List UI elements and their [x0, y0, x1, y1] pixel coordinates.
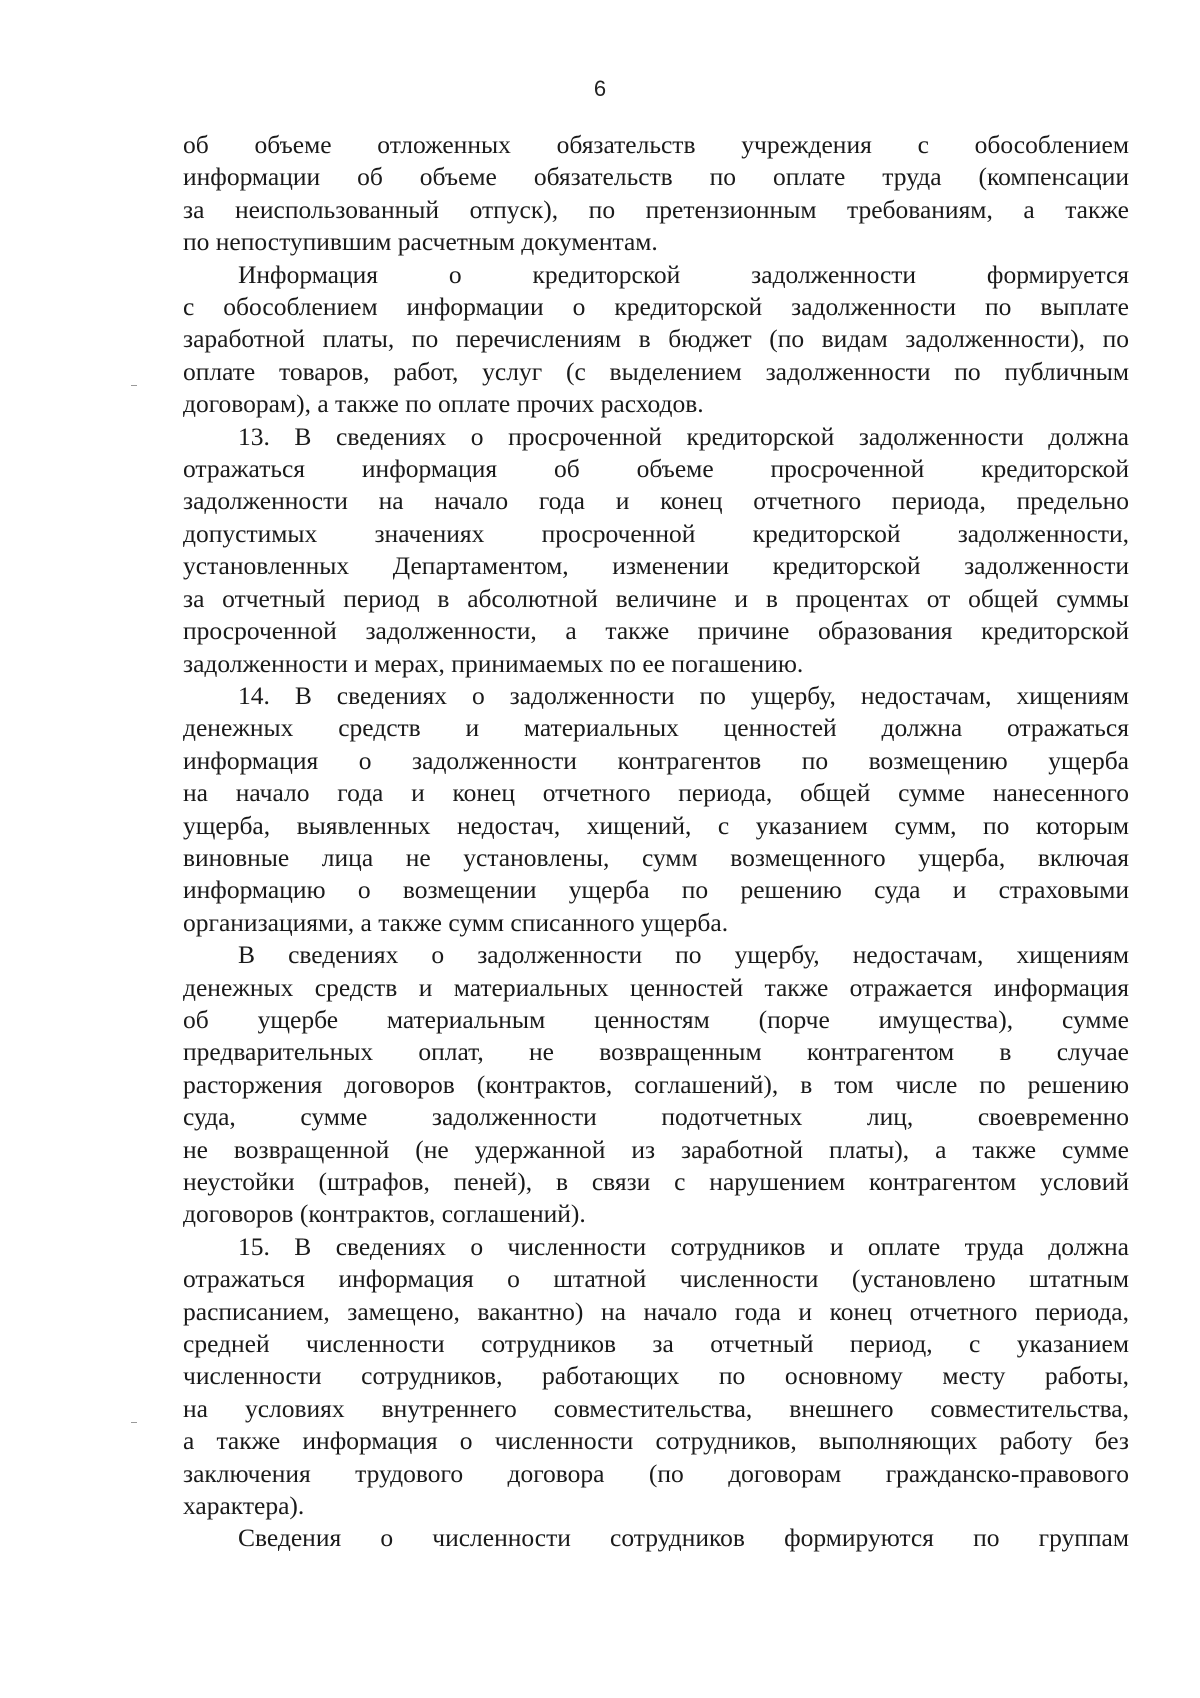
text-line: организациями, а также сумм списанного ущерба. — [183, 907, 729, 937]
text-line: информацию о возмещении ущерба по решению суда и страховыми — [183, 875, 1129, 905]
text-line: суда, сумме задолженности подотчетных лиц, своевременно — [183, 1102, 1129, 1132]
text-line: не возвращенной (не удержанной из заработной платы), а также сумме — [183, 1134, 1129, 1164]
text-line: задолженности и мерах, принимаемых по ее погашению. — [183, 648, 804, 678]
paragraph — [183, 129, 1129, 259]
paragraph-item-14 — [183, 680, 1129, 939]
paragraph-item-15 — [183, 1231, 1129, 1523]
text-line: Сведения о численности сотрудников формируются по группам — [238, 1523, 1129, 1553]
text-line: информации об объеме обязательств по оплате труда (компенсации — [183, 162, 1129, 192]
text-line: с обособлением информации о кредиторской задолженности по выплате — [183, 292, 1129, 322]
text-line: установленных Департаментом, изменении кредиторской задолженности — [183, 551, 1129, 581]
text-line: задолженности на начало года и конец отчетного периода, предельно — [183, 486, 1129, 516]
text-line: просроченной задолженности, а также причине образования кредиторской — [183, 616, 1129, 646]
scan-mark — [131, 385, 137, 386]
text-line: денежных средств и материальных ценностей должна отражаться — [183, 713, 1129, 743]
paragraph — [183, 1522, 1129, 1554]
text-line: средней численности сотрудников за отчетный период, с указанием — [183, 1329, 1129, 1359]
text-line: денежных средств и материальных ценностей также отражается информация — [183, 972, 1129, 1002]
text-line: 14. В сведениях о задолженности по ущербу, недостачам, хищениям — [238, 680, 1129, 710]
document-body — [183, 129, 1129, 1555]
text-line: об ущербе материальным ценностям (порче имущества), сумме — [183, 1004, 1129, 1034]
text-line: ущерба, выявленных недостач, хищений, с указанием сумм, по которым — [183, 810, 1129, 840]
paragraph — [183, 939, 1129, 1231]
text-line: а также информация о численности сотрудников, выполняющих работу без — [183, 1426, 1129, 1456]
paragraph-item-13 — [183, 421, 1129, 680]
text-line: характера). — [183, 1491, 305, 1521]
text-line: за неиспользованный отпуск), по претензионным требованиям, а также — [183, 194, 1129, 224]
text-line: В сведениях о задолженности по ущербу, недостачам, хищениям — [238, 940, 1129, 970]
text-line: виновные лица не установлены, сумм возмещенного ущерба, включая — [183, 842, 1129, 872]
text-line: об объеме отложенных обязательств учреждения с обособлением — [183, 130, 1129, 159]
text-line: информация о задолженности контрагентов по возмещению ущерба — [183, 745, 1129, 775]
text-line: расписанием, замещено, вакантно) на начало года и конец отчетного периода, — [183, 1296, 1129, 1326]
text-line: оплате товаров, работ, услуг (с выделением задолженности по публичным — [183, 356, 1129, 386]
text-line: Информация о кредиторской задолженности формируется — [238, 259, 1129, 289]
text-line: на начало года и конец отчетного периода, общей сумме нанесенного — [183, 778, 1129, 808]
text-line: численности сотрудников, работающих по основному месту работы, — [183, 1361, 1129, 1391]
text-line: за отчетный период в абсолютной величине и в процентах от общей суммы — [183, 583, 1129, 613]
text-line: договорам), а также по оплате прочих расходов. — [183, 389, 704, 419]
text-line: неустойки (штрафов, пеней), в связи с нарушением контрагентом условий — [183, 1167, 1129, 1196]
text-line: заключения трудового договора (по договорам гражданско-правового — [183, 1458, 1129, 1488]
text-line: отражаться информация о штатной численности (установлено штатным — [183, 1264, 1129, 1294]
text-line: заработной платы, по перечислениям в бюджет (по видам задолженности), по — [183, 324, 1129, 354]
text-line: 13. В сведениях о просроченной кредиторской задолженности должна — [238, 421, 1129, 451]
text-line: допустимых значениях просроченной кредиторской задолженности, — [183, 518, 1129, 548]
scan-mark — [131, 1422, 137, 1423]
text-line: на условиях внутреннего совместительства, внешнего совместительства, — [183, 1393, 1129, 1423]
text-line: расторжения договоров (контрактов, соглашений), в том числе по решению — [183, 1069, 1129, 1099]
text-line: 15. В сведениях о численности сотрудников и оплате труда должна — [238, 1231, 1129, 1261]
text-line: договоров (контрактов, соглашений). — [183, 1199, 586, 1229]
text-line: предварительных оплат, не возвращенным контрагентом в случае — [183, 1037, 1129, 1067]
paragraph — [183, 259, 1129, 421]
text-line: отражаться информация об объеме просроченной кредиторской — [183, 454, 1129, 484]
page-number: 6 — [593, 76, 607, 101]
text-line: по непоступившим расчетным документам. — [183, 227, 658, 257]
